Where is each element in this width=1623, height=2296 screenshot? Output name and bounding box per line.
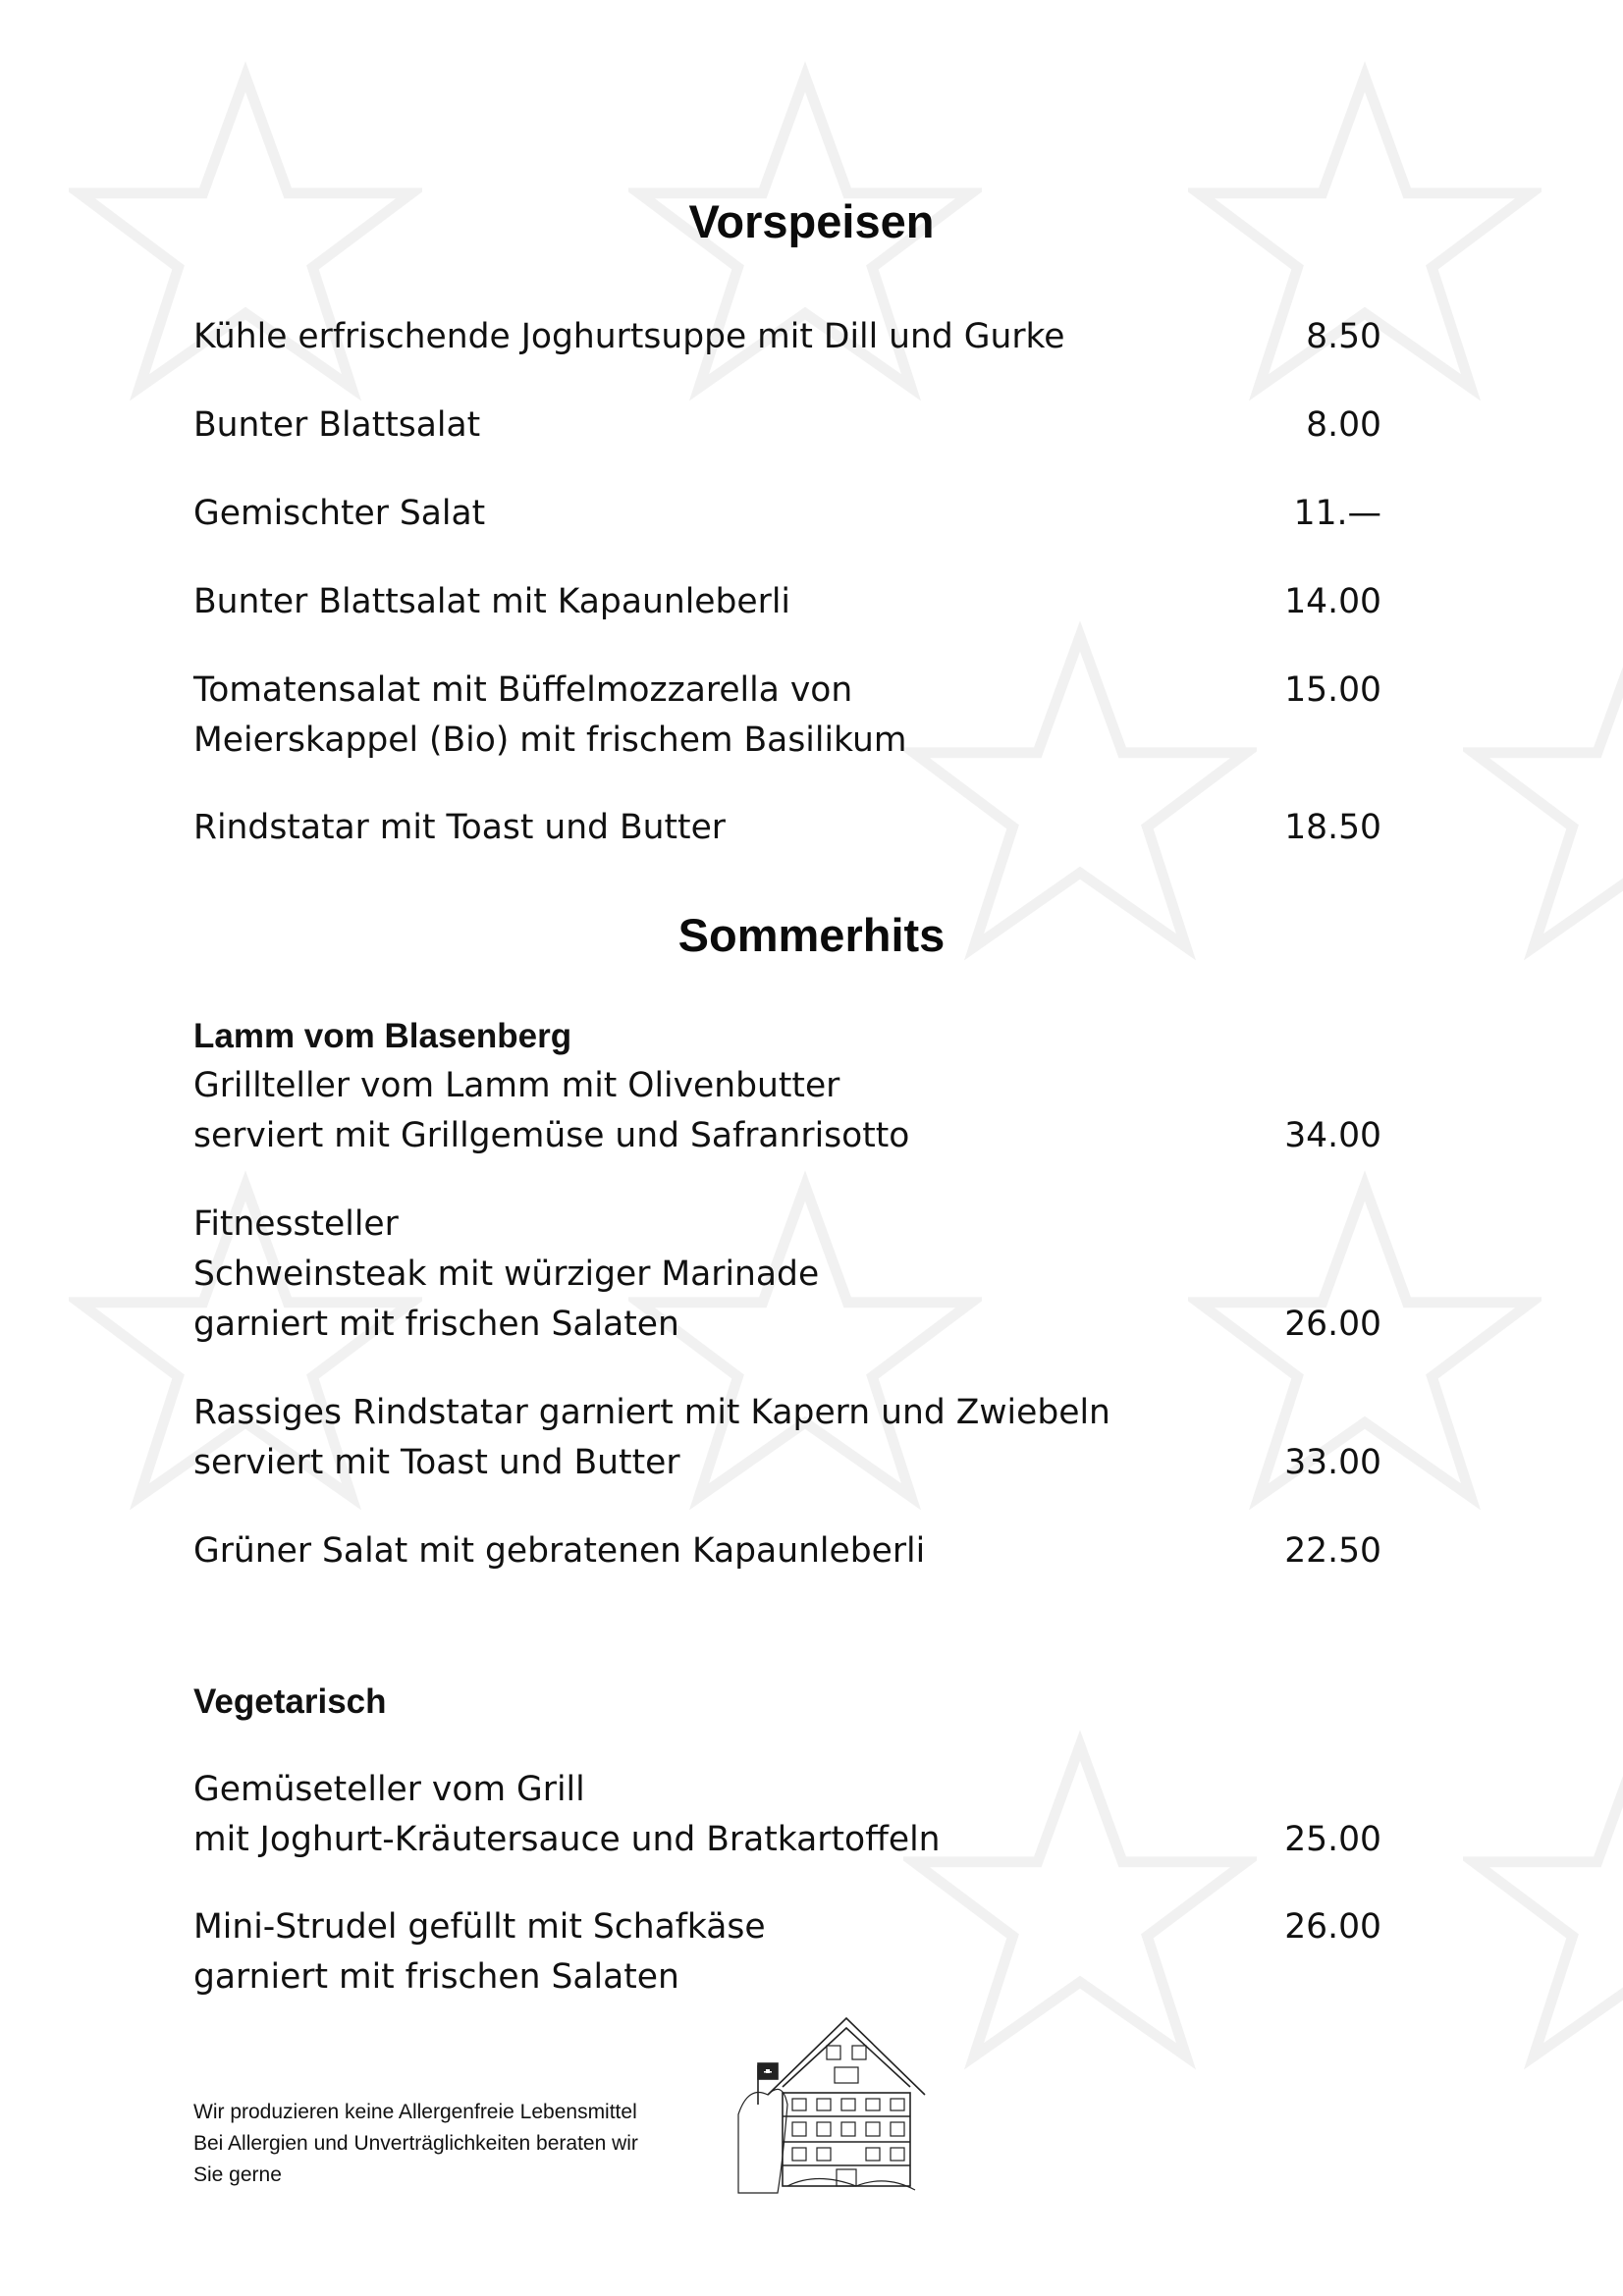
menu-item-price: 8.50 [1306,317,1381,356]
menu-item-price: 8.00 [1306,405,1381,445]
menu-item-price: 25.00 [1284,1820,1381,1859]
subheading-lamm: Lamm vom Blasenberg [193,1017,572,1055]
menu-item-price: 34.00 [1284,1116,1381,1155]
menu-item-name: Gemüseteller vom Grill mit Joghurt-Kräutersauce und Bratkartoffeln [193,1770,941,1859]
subheading-vegetarisch: Vegetarisch [193,1682,387,1721]
menu-item-price: 15.00 [1284,670,1381,710]
menu-item-name: Grüner Salat mit gebratenen Kapaunleberli [193,1531,926,1571]
menu-item-price: 18.50 [1284,808,1381,847]
menu-item-name: Tomatensalat mit Büffelmozzarella von Meierskappel (Bio) mit frischem Basilikum [193,670,907,760]
menu-item-price: 26.00 [1284,1907,1381,1947]
menu-item-name: Bunter Blattsalat [193,405,481,445]
section-title-sommerhits: Sommerhits [677,909,946,961]
menu-item-name: Kühle erfrischende Joghurtsuppe mit Dill und Gurke [193,317,1065,356]
section-title-vorspeisen: Vorspeisen [688,195,935,247]
menu-item-name: Rindstatar mit Toast und Butter [193,808,726,847]
menu-item-name: Gemischter Salat [193,494,486,533]
menu-item-price: 26.00 [1284,1305,1381,1344]
watermark-logo-icon [1463,1728,1623,2081]
menu-item-name: Grillteller vom Lamm mit Olivenbutter serviert mit Grillgemüse und Safranrisotto [193,1066,910,1155]
menu-item-price: 33.00 [1284,1443,1381,1482]
menu-item-name: Fitnessteller Schweinsteak mit würziger Marinade garniert mit frischen Salaten [193,1204,820,1344]
menu-item-name: Rassiges Rindstatar garniert mit Kapern und Zwiebeln serviert mit Toast und Butter [193,1393,1110,1482]
allergy-note: Wir produzieren keine Allergenfreie Lebensmittel Bei Allergien und Unverträglichkeiten beraten wir Sie gerne [193,2101,638,2186]
menu-item-name: Mini-Strudel gefüllt mit Schafkäse garniert mit frischen Salaten [193,1907,766,1997]
menu-item-name: Bunter Blattsalat mit Kapaunleberli [193,582,790,621]
menu-item-price: 11.— [1293,494,1381,533]
house-illustration-icon [729,2006,954,2203]
menu-item-price: 22.50 [1284,1531,1381,1571]
menu-item-price: 14.00 [1284,582,1381,621]
